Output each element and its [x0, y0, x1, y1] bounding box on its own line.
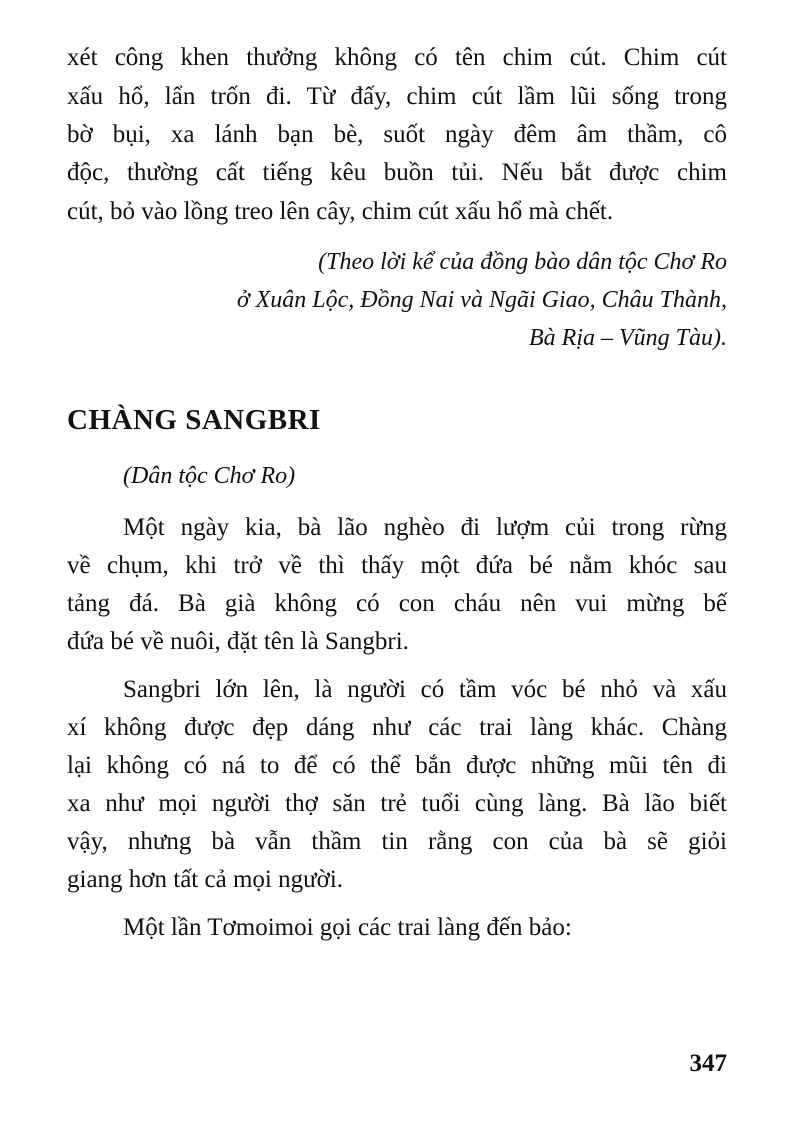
- attribution-line: (Theo lời kể của đồng bào dân tộc Chơ Ro: [318, 249, 727, 275]
- story-subtitle: (Dân tộc Chơ Ro): [123, 463, 296, 489]
- attribution-line: Bà Rịa – Vũng Tàu).: [529, 325, 727, 351]
- text-line: Một ngày kia, bà lão nghèo đi lượm củi trong rừng: [123, 514, 727, 541]
- story-title: CHÀNG SANGBRI: [67, 404, 321, 436]
- text-line: xa như mọi người thợ săn trẻ tuổi cùng làng. Bà lão biết: [67, 790, 727, 817]
- text-line: Một lần Tơmoimoi gọi các trai làng đến bảo:: [123, 914, 572, 941]
- text-line: vậy, nhưng bà vẫn thầm tin rằng con của bà sẽ giỏi: [67, 828, 727, 855]
- text-line: xấu hổ, lẩn trốn đi. Từ đấy, chim cút lầm lũi sống trong: [67, 83, 727, 110]
- text-line: về chụm, khi trở về thì thấy một đứa bé nằm khóc sau: [67, 552, 727, 579]
- text-line: bờ bụi, xa lánh bạn bè, suốt ngày đêm âm thầm, cô: [67, 121, 727, 148]
- text-line: cút, bỏ vào lồng treo lên cây, chim cút xấu hổ mà chết.: [67, 198, 614, 225]
- text-line: Sangbri lớn lên, là người có tầm vóc bé nhỏ và xấu: [123, 676, 727, 703]
- text-line: đứa bé về nuôi, đặt tên là Sangbri.: [67, 628, 409, 655]
- text-line: tảng đá. Bà già không có con cháu nên vui mừng bế: [67, 590, 727, 617]
- text-line: giang hơn tất cả mọi người.: [67, 866, 344, 893]
- text-line: xí không được đẹp dáng như các trai làng khác. Chàng: [67, 714, 727, 741]
- attribution-line: ở Xuân Lộc, Đồng Nai và Ngãi Giao, Châu Thành,: [236, 287, 727, 313]
- page-number: 347: [689, 1050, 727, 1077]
- text-line: lại không có ná to để có thể bắn được những mũi tên đi: [67, 752, 727, 779]
- text-line: độc, thường cất tiếng kêu buồn tủi. Nếu bắt được chim: [67, 159, 727, 186]
- text-line: xét công khen thưởng không có tên chim cút. Chim cút: [67, 44, 727, 71]
